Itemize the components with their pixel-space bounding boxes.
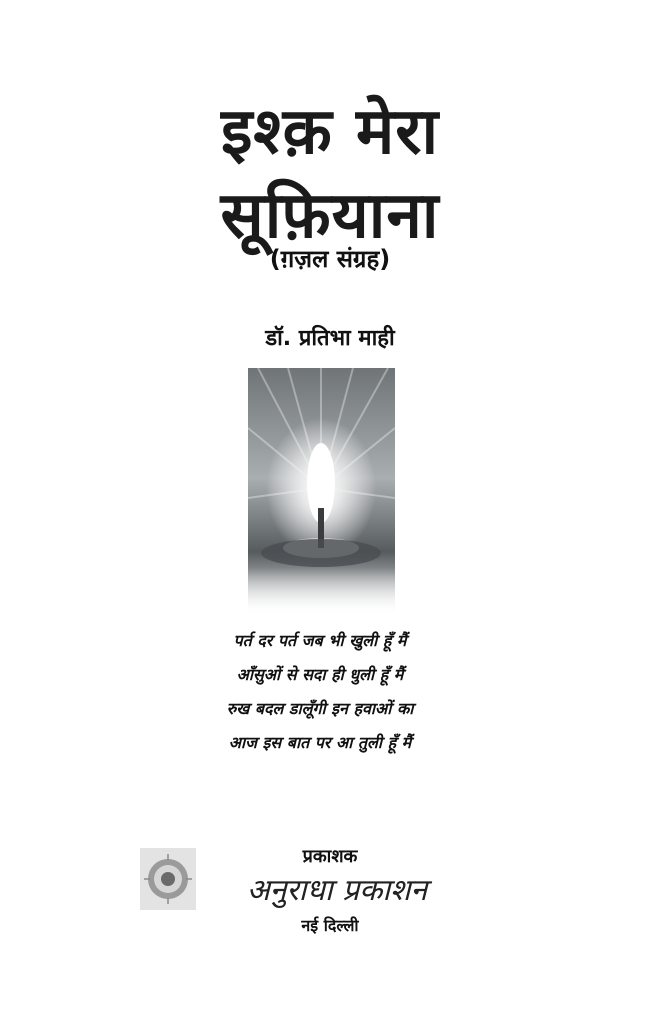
publisher-name: अनुराधा प्रकाशन <box>246 873 428 908</box>
poem-line: रुख बदल डालूँगी इन हवाओं का <box>226 699 414 718</box>
book-subtitle: (ग़ज़ल संग्रह) <box>269 245 391 273</box>
candle-flame-image <box>248 368 395 613</box>
publisher-label: प्रकाशक <box>302 846 358 867</box>
book-title-line-2: सूफ़ियाना <box>220 179 440 253</box>
poem-stanza <box>140 624 500 760</box>
author-name: डॉ. प्रतिभा माही <box>265 326 395 351</box>
poem-line: पर्त दर पर्त जब भी खुली हूँ मैं <box>233 631 407 650</box>
poem-line: आज इस बात पर आ तुली हूँ मैं <box>228 733 412 752</box>
publisher-emblem-icon <box>140 848 196 910</box>
poem-line: आँसुओं से सदा ही धुली हूँ मैं <box>236 665 404 684</box>
book-title-line-1: इश्क़ मेरा <box>220 95 440 169</box>
publisher-city: नई दिल्ली <box>301 916 359 935</box>
